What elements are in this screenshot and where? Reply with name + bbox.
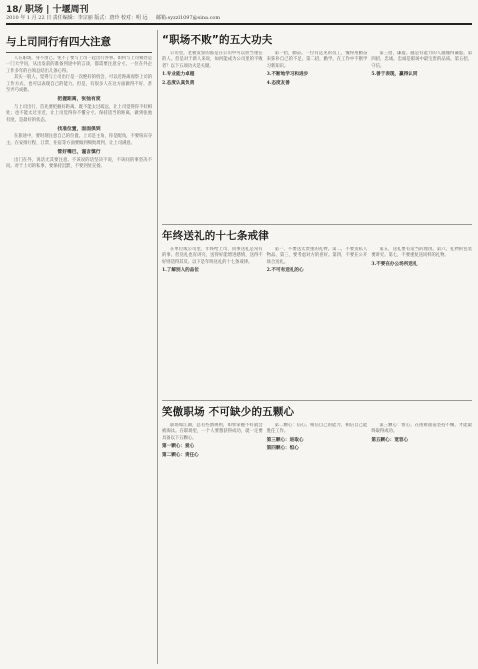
bottom-article-title: 笑傲职场 不可缺少的五颗心	[162, 406, 295, 418]
header-rule	[6, 23, 472, 25]
subheading: 管好嘴巴，谨言慎行	[57, 149, 101, 156]
paragraph: 在单位或公司里，年终给上司、同事送礼是常有的事。但送礼也有讲究，送得好能增进感情，送得不好则适得其反。以下是年终送礼的十七条戒律。	[162, 247, 263, 265]
paragraph: 第二颗心：信心。相信自己的能力，相信自己能胜任工作。	[266, 423, 368, 435]
subheading: 第一颗心：爱心	[162, 444, 195, 450]
subheading: 1.专业能力卓越	[162, 72, 195, 78]
subheading: 2.不可有送礼的心	[266, 268, 304, 274]
bottom-article-body	[162, 423, 472, 460]
subheading: 把握距离，张弛有度	[57, 96, 101, 103]
editor-email: 邮箱:syzzl1097@sina.com	[156, 15, 221, 21]
paragraph: 公司里，老板发誓的都是在公司中可以担当重任的人。但是对于新人来说，如何能成为公司里的不败者？以下五项功夫是关键。	[162, 51, 263, 69]
subheading: 第二颗心：责任心	[162, 452, 199, 458]
subheading: 第五颗心：宽容心	[371, 437, 409, 443]
editor-info: 2010 年 1 月 22 日 责任编辑：李宗丽 版式：唐玲 校对：明 远	[6, 15, 148, 21]
left-article	[6, 30, 152, 664]
subheading: 第四颗心：恒心	[266, 446, 299, 452]
title-rule	[6, 52, 152, 53]
paragraph: 出门在外，说话尤其要注意。不该说的话坚决不说，不该问的事坚决不问。对于上司的私事，要保持沉默，不要到处宣扬。	[6, 157, 152, 170]
subheading: 找准位置，面面俱到	[57, 126, 101, 133]
subheading: 5.善于表现，赢得认同	[371, 72, 418, 78]
paragraph: 在旅途中，要时刻注意自己的位置。上司是主角，你是配角，不要喧宾夺主。在安排行程、订票、住宿等方面要做到细致周到，让上司满意。	[6, 134, 152, 146]
top-article	[162, 32, 472, 222]
top-article-body	[162, 51, 472, 88]
column-divider	[157, 30, 158, 664]
paragraph: 其实一般人，觉得与上司出行是一次绝好的机会，可以近距离观察上司的工作方式，也可以表现自己的能力。但是，有很多人在这方面做得不好，甚至弄巧成拙。	[6, 75, 152, 94]
section-divider	[162, 400, 472, 401]
left-article-title: 与上司同行有四大注意	[6, 36, 111, 48]
bottom-article	[162, 404, 472, 664]
paragraph: 与上司出行，首先要把握好距离。既不能太过疏远，让上司觉得你不好相处；也不能太过亲近，让上司觉得你不懂分寸。保持适当的距离，做到张弛有度，是最好的状态。	[6, 104, 152, 123]
subheading: 3.不要在办公场所送礼	[371, 261, 418, 267]
paragraph: 第五，送礼要有适当的理由。第六，礼物的包装要讲究。第七，不要重复送同样的礼物。	[371, 247, 472, 259]
mid-article-body	[162, 247, 472, 276]
mid-article	[162, 228, 472, 398]
left-article-body	[6, 56, 152, 171]
paragraph: 职场如江湖，总有些潜规则，如果掌握不好就会被淘汰。在职场里，一个人要想获得成功，就一定要具备以下五颗心。	[162, 423, 263, 441]
subheading: 1.了解别人的品位	[162, 268, 199, 274]
page-number: 18/ 职场 | 十堰周刊	[6, 5, 89, 15]
subheading: 第三颗心：进取心	[266, 437, 304, 443]
section-divider	[162, 224, 472, 225]
subheading: 3.不断地学习和进步	[266, 72, 309, 78]
paragraph: 人在职场，身不由己。免不了要与上司一起出行办事。如何与上司相处是一门大学问，从出发前的准备到途中的言谈，都需要注意分寸。一位在外企工作多年的白领总结出几条心得。	[6, 56, 152, 74]
paragraph: 第一招，勤奋。一位有远见的员工，懂得用勤奋来弥补自己的不足。第二招，勤学。在工作中不断学习新知识。	[266, 51, 368, 69]
top-article-title: “职场不败”的五大功夫	[162, 34, 273, 46]
paragraph: 第三招，谦虚。越是有能力的人越懂得谦虚。第四招，忠诚。忠诚是职场中最宝贵的品质。第五招，守信。	[371, 51, 472, 69]
paragraph: 第三颗心：恒心。在困难面前坚持不懈，才能最终取得成功。	[371, 423, 472, 435]
mid-article-title: 年终送礼的十七条戒律	[162, 230, 269, 242]
page-header	[6, 2, 472, 30]
subheading: 2.态度认真负责	[162, 80, 195, 86]
paragraph: 第一，不要送太贵重的礼物。第二，不要送私人物品。第三，要考虑对方的喜好。第四，不要在公开场合送礼。	[266, 247, 368, 265]
subheading: 4.态度友善	[266, 80, 290, 86]
